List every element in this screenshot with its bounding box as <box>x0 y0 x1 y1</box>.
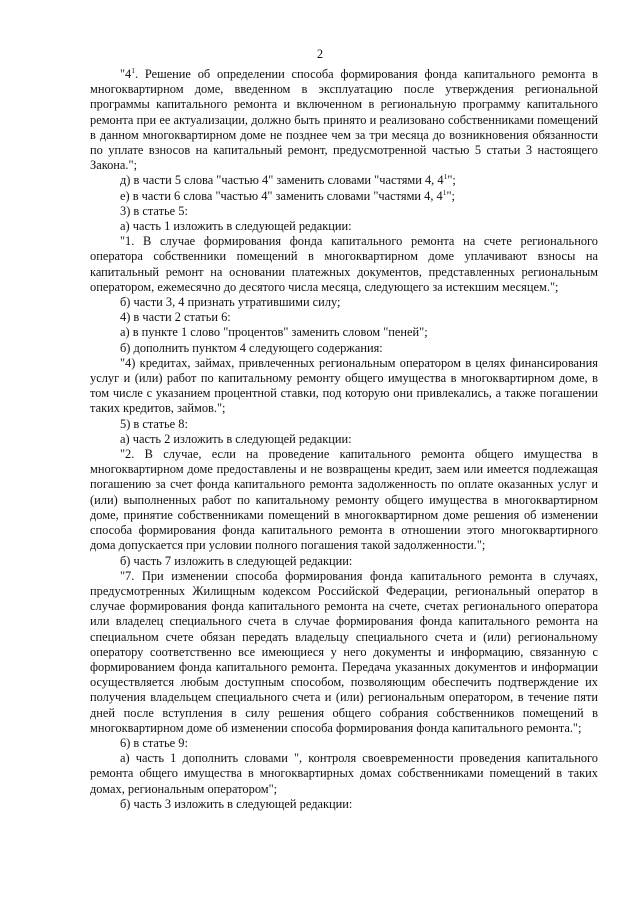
paragraph-4: 3) в статье 5: <box>120 203 188 218</box>
paragraph-2: д) в части 5 слова "частью 4" заменить словами "частями 4, $4^1$"; <box>120 172 456 188</box>
paragraph-9: а) в пункте 1 слово "процентов" заменить словом "пеней"; <box>120 325 428 340</box>
paragraph-11: "4) кредитах, займах, привлеченных региональным оператором в целях финансирования услуг и (или) работ по капитальному ремонту общего имущества в многоквартирном доме, в том числе с указанием процентной ставки, под которую они привлекались, а также погашении таких кредитов, займов."; <box>90 355 598 416</box>
paragraph-14: "2. В случае, если на проведение капитального ремонта общего имущества в многоквартирном доме предоставлены и не возвращены кредит, заем или имеется подлежащая погашению за счет фонда капитального ремонта задолженность по оплате оказанных услуг и (или) выполненных работ по капитальному ремонту общего имущества в многоквартирном доме, принятие собственниками помещений в многоквартирном доме решения об изменении способа формирования фонда капитального ремонта в отношении этого многоквартирного дома допускается при условии полного погашения такой задолженности."; <box>90 447 598 553</box>
document-body <box>90 67 598 812</box>
paragraph-19: б) часть 3 изложить в следующей редакции: <box>120 796 353 811</box>
paragraph-1: "$4^1$. Решение об определении способа формирования фонда капитального ремонта в многоквартирном доме, введенном в эксплуатацию после утверждения региональной программы капитального ремонта и включенном в региональную программу капитального ремонта при ее актуализации, должно быть принято и реализовано собственниками помещений в данном многоквартирном доме не позднее чем за три месяца до возникновения обязанности по уплате взносов на капитальный ремонт, предусмотренной частью 5 статьи 3 настоящего Закона."; <box>90 66 598 173</box>
paragraph-10: б) дополнить пунктом 4 следующего содержания: <box>120 340 383 355</box>
paragraph-6: "1. В случае формирования фонда капитального ремонта на счете регионального оператора собственники помещений в многоквартирном доме уплачивают взносы на капитальный ремонт на основании платежных документов, представленных региональным оператором, ежемесячно до десятого числа месяца, следующего за истекшим месяцем."; <box>90 234 598 294</box>
paragraph-17: 6) в статье 9: <box>120 735 188 750</box>
paragraph-3: е) в части 6 слова "частью 4" заменить словами "частями 4, $4^1$"; <box>120 187 456 203</box>
paragraph-12: 5) в статье 8: <box>120 416 188 431</box>
superscript: 1 <box>442 187 447 197</box>
paragraph-7: б) части 3, 4 признать утратившими силу; <box>120 295 341 310</box>
paragraph-8: 4) в части 2 статьи 6: <box>120 310 231 325</box>
paragraph-18: а) часть 1 дополнить словами ", контроля своевременности проведения капитального ремонта общего имущества в многоквартирных домах собственниками помещений в таких домах, региональным оператором"; <box>90 751 598 796</box>
superscript: 1 <box>131 66 136 75</box>
paragraph-5: а) часть 1 изложить в следующей редакции: <box>120 219 352 234</box>
superscript: 1 <box>443 172 448 182</box>
page-number: 2 <box>316 47 324 61</box>
paragraph-16: "7. При изменении способа формирования фонда капитального ремонта в случаях, предусмотренных Жилищным кодексом Российской Федерации, региональный оператор в случае формирования фонда капитального ремонта на счете, счетах регионального оператора или владелец специального счета в случае формирования фонда капитального ремонта на специальном счете обязан передать владельцу специального счета и (или) региональному оператору соответственно все имеющиеся у него документы и информацию, связанную с формированием фонда капитального ремонта. Передача указанных документов и информации осуществляется любым доступным способом, позволяющим обеспечить подтверждение их получения владельцем специального счета и (или) региональным оператором, в течение пяти дней после вступления в силу решения общего собрания собственников помещений в многоквартирном доме об изменении способа формирования фонда капитального ремонта."; <box>90 568 598 735</box>
paragraph-15: б) часть 7 изложить в следующей редакции: <box>120 553 353 568</box>
paragraph-13: а) часть 2 изложить в следующей редакции: <box>120 431 352 446</box>
